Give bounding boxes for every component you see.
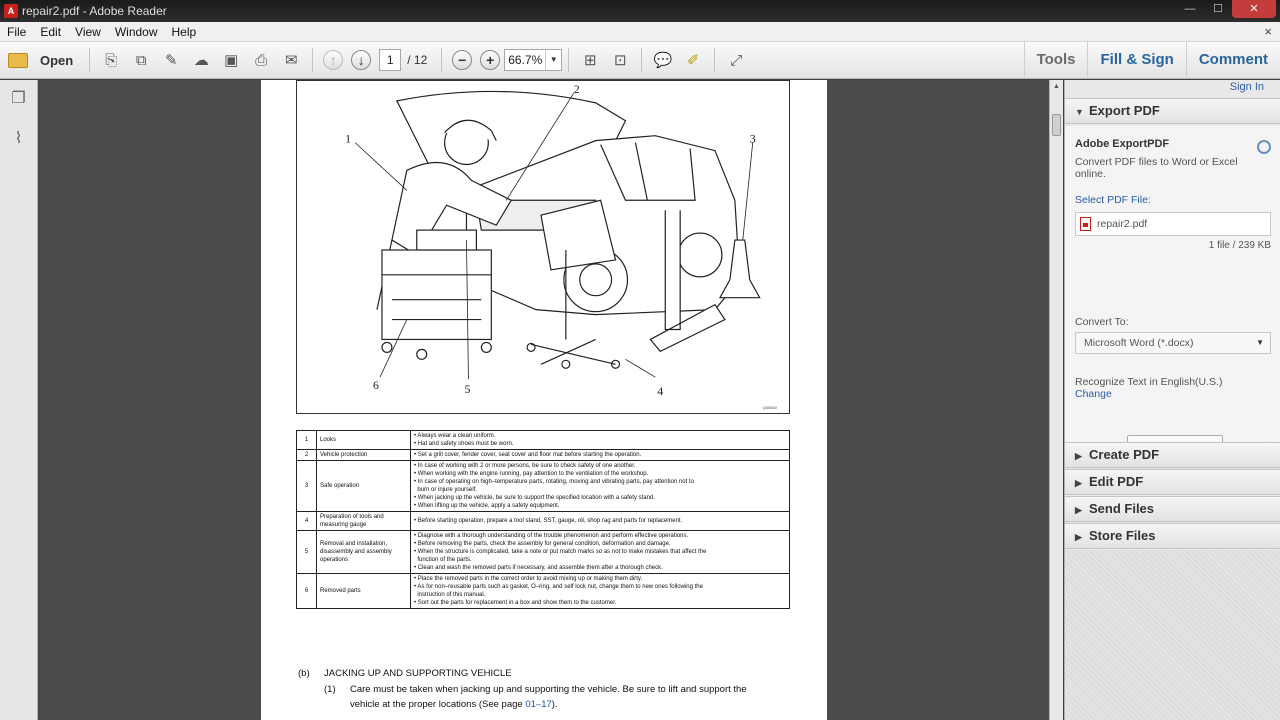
row-description [411,461,790,512]
minimize-button[interactable]: — [1184,3,1196,15]
selected-file-name: repair2.pdf [1097,218,1148,230]
description-line: • When jacking up the vehicle, be sure to support the specified location with a safety stand. [414,495,655,501]
chevron-down-icon[interactable]: ▼ [545,50,561,70]
row-number: 4 [297,512,317,531]
selected-file[interactable] [1075,212,1271,236]
title-bar [0,0,1280,22]
mechanic-car-drawing [297,81,789,413]
combine-files-icon[interactable]: ⧉ [135,51,147,69]
adobe-reader-icon: A [4,4,18,18]
window-title: repair2.pdf - Adobe Reader [22,4,167,18]
store-files-header[interactable]: ▶ Store Files [1065,523,1280,549]
comment-icon[interactable]: 💬 [653,52,673,69]
sign-document-icon[interactable]: ✎ [164,52,178,69]
folder-icon [8,53,28,68]
toolbar-divider [441,48,442,72]
fit-width-icon[interactable]: ⊡ [613,52,627,69]
row-description [411,431,790,450]
document-scrollbar[interactable] [1049,80,1063,720]
navigation-pane [0,80,38,720]
precautions-table [296,430,790,609]
section-item-continued: vehicle at the proper locations (See page 01–17). [350,699,558,710]
description-line: • Hat and safety shoes must be worn. [414,441,514,447]
toolbar-divider [641,48,642,72]
attachments-icon[interactable]: ⌇ [14,130,23,147]
highlight-icon[interactable]: ✐ [686,52,700,69]
scroll-thumb[interactable] [1052,114,1061,136]
description-line: • Clean and wash the removed parts if necessary, and assemble them after a thorough check. [414,565,663,571]
send-files-header[interactable]: ▶ Send Files [1065,496,1280,522]
callout-6: 6 [373,378,379,393]
section-item: (1) Care must be taken when jacking up and supporting the vehicle. Be sure to lift and support the [324,684,747,695]
toolbar-divider [312,48,313,72]
create-pdf-header[interactable]: ▶ Create PDF [1065,442,1280,468]
read-mode-icon[interactable]: ⤢ [730,51,743,69]
description-line: • Set a grill cover, fender cover, seat cover and floor mat before starting the operation. [414,452,642,458]
table-row [297,512,790,531]
description-line: • Before starting operation, prepare a tool stand, SST, gauge, oil, shop rag and parts for replacement. [414,518,683,524]
row-item: Vehicle protection [317,450,411,461]
close-button[interactable]: ✕ [1232,0,1276,18]
tab-fill-sign[interactable]: Fill & Sign [1087,42,1185,78]
description-line: • As for non–reusable parts such as gasket, O–ring, and self lock nut, change them to new ones following the [414,584,703,590]
toolbar-divider [89,48,90,72]
description-line: • In case of working with 2 or more persons, be sure to check safety of one another. [414,463,636,469]
zoom-out-icon[interactable]: − [452,50,472,70]
cloud-upload-icon[interactable]: ☁ [193,52,209,69]
chevron-down-icon: ▼ [1256,338,1264,347]
workshop-illustration [296,80,790,414]
export-service-title: Adobe ExportPDF [1075,138,1170,150]
email-icon[interactable]: ✉ [284,52,298,69]
page-thumbnails-icon[interactable]: ❐ [11,90,26,107]
row-number: 1 [297,431,317,450]
sign-in-link[interactable]: Sign In [1229,81,1264,93]
tab-tools[interactable]: Tools [1024,42,1088,78]
main-toolbar [0,42,1280,79]
description-line: • Place the removed parts in the correct order to avoid mixing up or making them dirty. [414,576,643,582]
description-line: • Sort out the parts for replacement in a box and show them to the customer. [414,600,617,606]
open-label: Open [40,52,74,68]
export-pdf-header[interactable]: ▼ Export PDF [1065,98,1280,124]
description-line: instruction of this manual. [414,592,486,598]
document-close-icon[interactable]: × [1264,24,1272,39]
create-pdf-icon[interactable]: ⎘ [105,51,118,69]
menu-edit[interactable]: Edit [40,24,62,39]
menu-file[interactable]: File [7,24,27,39]
menu-help[interactable]: Help [171,24,197,39]
tools-panel [1064,80,1280,720]
toolbar-divider [714,48,715,72]
row-item: Preparation of tools and measuring gauge [317,512,411,531]
description-line: burn or injure yourself. [414,487,478,493]
description-line: • Diagnose with a thorough understanding of the trouble phenomenon and perform effective operations. [414,533,689,539]
settings-icon[interactable] [1257,140,1271,154]
open-button[interactable] [8,53,73,68]
print-icon[interactable]: ⎙ [255,51,268,69]
chevron-right-icon: ▶ [1075,505,1082,515]
zoom-value[interactable]: 66.7% [508,53,543,67]
description-line: • When the structure is complicated, take a note or put match marks so as not to make mistakes that affect the [414,549,707,555]
description-line: • In case of operating on high–temperature parts, rotating, moving and vibrating parts, pay attention not to [414,479,694,485]
callout-2: 2 [573,81,580,96]
table-row [297,450,790,461]
chevron-right-icon: ▶ [1075,451,1082,461]
page-total: / 12 [407,53,428,67]
row-number: 3 [297,461,317,512]
task-tabs [1024,42,1280,78]
description-line: • When working with the engine running, pay attention to the ventilation of the workshop. [414,471,649,477]
convert-to-value: Microsoft Word (*.docx) [1084,337,1194,349]
page-reference-link[interactable]: 01–17 [525,699,552,710]
row-description [411,512,790,531]
callout-4: 4 [657,384,664,399]
change-language-link[interactable]: Change [1075,388,1112,400]
row-item: Safe operation [317,461,411,512]
figure-code: Q00000 [762,405,777,411]
row-item: Removal and installation, disassembly and assembly operations [317,531,411,574]
recognize-text-label: Recognize Text in English(U.S.) [1075,376,1223,388]
zoom-in-icon[interactable]: + [480,50,500,70]
callout-1: 1 [345,131,352,146]
row-description [411,450,790,461]
row-number: 6 [297,574,317,609]
description-line: function of the parts. [414,557,472,563]
pdf-page [261,80,827,720]
save-icon[interactable]: ▣ [224,52,239,69]
row-item: Looks [317,431,411,450]
row-description [411,574,790,609]
section-heading: (b) JACKING UP AND SUPPORTING VEHICLE [298,668,512,679]
callout-3: 3 [749,131,756,146]
maximize-button[interactable]: ☐ [1213,3,1223,15]
toolbar-divider [568,48,569,72]
previous-page-icon[interactable]: ↑ [323,50,343,70]
description-line: • When lifting up the vehicle, apply a safety equipment. [414,503,560,509]
file-count: 1 file / 239 KB [1208,240,1271,251]
convert-to-select[interactable] [1075,332,1271,354]
description-line: • Before removing the parts, check the assembly for general condition, deformation and damage. [414,541,671,547]
row-description [411,531,790,574]
callout-5: 5 [464,382,471,397]
chevron-right-icon: ▶ [1075,478,1082,488]
table-row [297,574,790,609]
row-number: 5 [297,531,317,574]
menu-view[interactable]: View [75,24,101,39]
zoom-select[interactable] [504,49,562,71]
tab-comment[interactable]: Comment [1186,42,1280,78]
export-description: Convert PDF files to Word or Excel online. [1075,156,1238,180]
next-page-icon[interactable]: ↓ [351,50,371,70]
row-item: Removed parts [317,574,411,609]
select-file-label[interactable]: Select PDF File: [1075,194,1151,206]
page-number-input[interactable]: 1 [379,49,401,71]
chevron-down-icon: ▼ [1075,107,1084,117]
window-controls [1176,0,1276,18]
fit-page-icon[interactable]: ⊞ [583,52,597,69]
menu-bar [0,22,1280,42]
chevron-right-icon: ▶ [1075,532,1082,542]
row-number: 2 [297,450,317,461]
description-line: • Always wear a clean uniform. [414,433,496,439]
panel-empty-area [1065,550,1280,720]
convert-to-label: Convert To: [1075,316,1129,328]
scroll-up-icon[interactable]: ▲ [1053,83,1060,90]
pdf-file-icon [1080,217,1091,231]
edit-pdf-header[interactable]: ▶ Edit PDF [1065,469,1280,495]
export-pdf-body [1065,126,1280,442]
table-row [297,461,790,512]
table-row [297,531,790,574]
menu-window[interactable]: Window [114,24,158,39]
table-row [297,431,790,450]
document-view[interactable] [39,80,1049,720]
